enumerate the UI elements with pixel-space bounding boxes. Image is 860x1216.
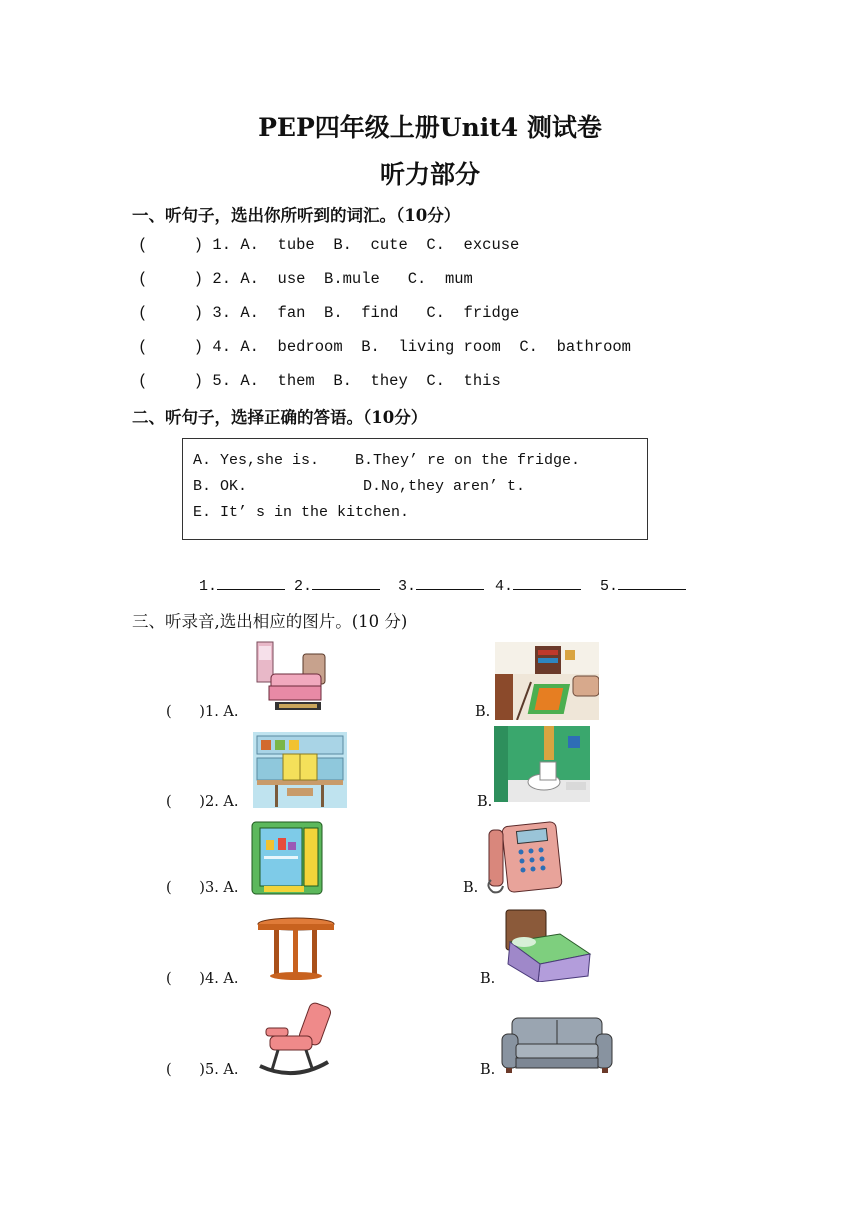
q3-row-4-b: B. [480,971,496,987]
part1-heading: 一、听句子，选出你所听到的词汇。（10分） [132,206,461,225]
option-d: D.No,they aren’ t. [363,478,526,495]
option-a: A. Yes,she is. [193,452,320,469]
option-b: B.They’ re on the fridge. [355,452,581,469]
chair-picture [254,1000,334,1078]
part1-item-1: ( ) 1. A. tube B. cute C. excuse [138,236,520,254]
bed-picture [500,906,592,982]
fridge-picture [250,820,328,896]
blank-label: 5. [600,578,619,595]
blank-label: 3. [398,578,417,595]
answer-blank-4[interactable] [495,575,581,595]
page-title: PEP四年级上册Unit4 测试卷 [258,113,602,142]
q3-row-2-b: B. [477,794,493,810]
table-picture [256,914,336,982]
part1-item-4: ( ) 4. A. bedroom B. living room C. bathroom [138,338,631,356]
q3-row-1-label: ( )1. A. [166,704,239,720]
bedroom-picture [253,640,331,716]
q3-row-2-label: ( )2. A. [166,794,239,810]
part3-heading: 三、听录音,选出相应的图片。(10 分) [132,612,408,631]
q3-row-1-b: B. [475,704,491,720]
answer-blank-3[interactable] [398,575,484,595]
page-subtitle: 听力部分 [379,160,480,189]
blank-label: 2. [294,578,313,595]
q3-row-5-b: B. [480,1062,496,1078]
option-e: E. It’ s in the kitchen. [193,504,410,521]
answer-blank-5[interactable] [600,575,686,595]
phone-picture [483,818,563,894]
answer-blank-2[interactable] [294,575,380,595]
option-c: B. OK. [193,478,248,495]
answer-options-box [182,438,648,540]
blank-label: 4. [495,578,514,595]
q3-row-4-label: ( )4. A. [166,971,239,987]
part1-item-2: ( ) 2. A. use B.mule C. mum [138,270,473,288]
sofa-picture [500,1016,614,1074]
bathroom-picture [494,726,590,802]
part2-heading: 二、听句子，选择正确的答语。（10分） [132,408,428,427]
q3-row-5-label: ( )5. A. [166,1062,239,1078]
blank-label: 1. [199,578,218,595]
part1-item-5: ( ) 5. A. them B. they C. this [138,372,501,390]
living-room-picture [495,642,599,720]
blank-line [618,575,686,590]
blank-line [217,575,285,590]
answer-blank-1[interactable] [199,575,285,595]
part1-item-3: ( ) 3. A. fan B. find C. fridge [138,304,520,322]
q3-row-3-label: ( )3. A. [166,880,239,896]
q3-row-3-b: B. [463,880,479,896]
kitchen-picture [253,732,347,808]
blank-line [416,575,484,590]
blank-line [513,575,581,590]
blank-line [312,575,380,590]
